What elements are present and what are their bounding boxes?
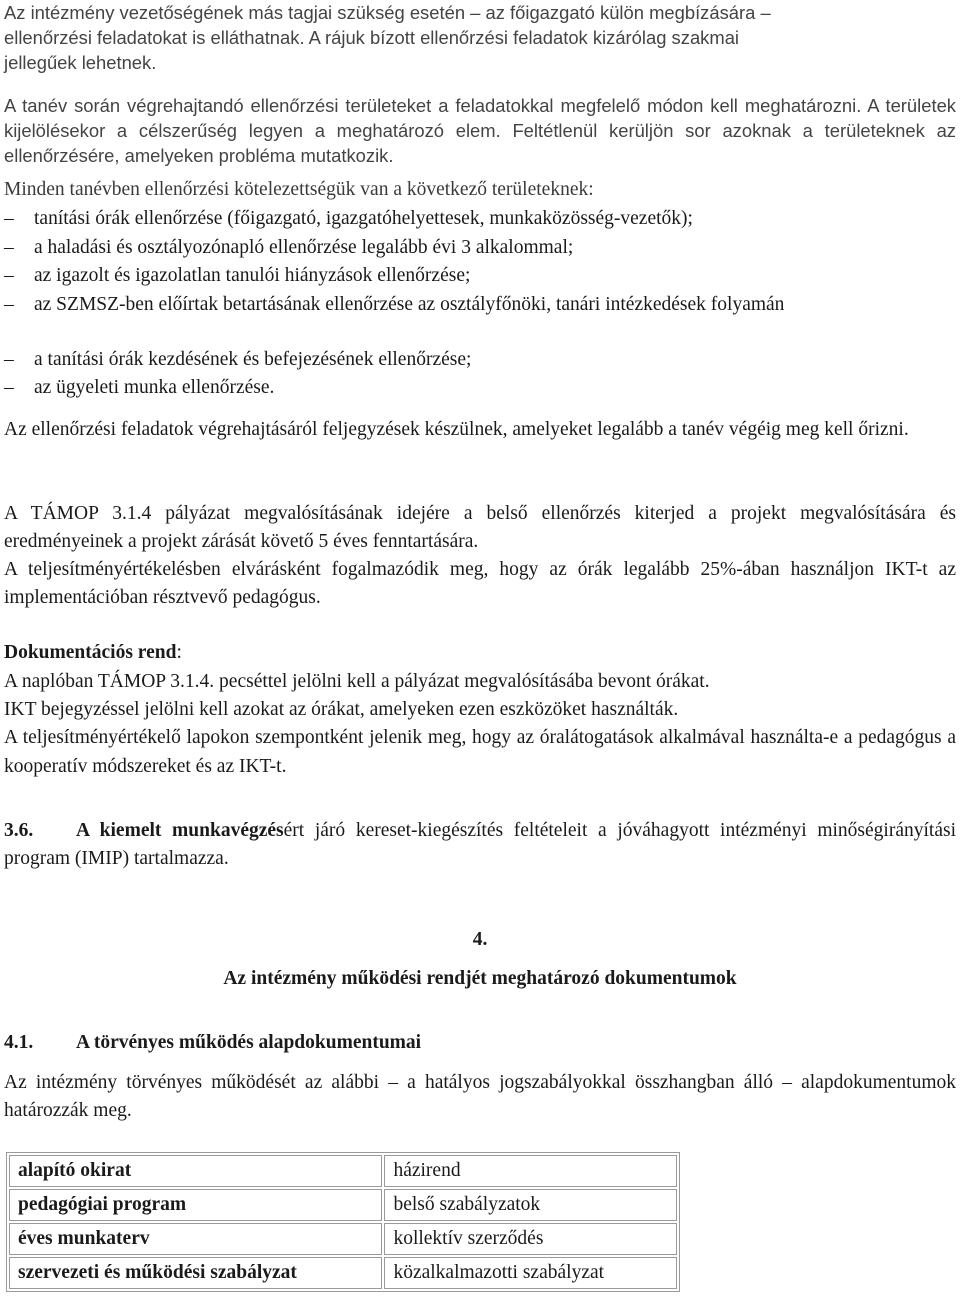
section-bold-text: A kiemelt munkavégzés (76, 820, 284, 841)
table-row (9, 1155, 677, 1187)
table-row (9, 1189, 677, 1221)
list-item-text: az SZMSZ-ben előírtak betartásának ellenőrzése az osztályfőnöki, tanári intézkedések folyamán (34, 294, 785, 315)
basic-documents-table (6, 1152, 680, 1292)
paragraph-tamop-control: A TÁMOP 3.1.4 pályázat megvalósításának idejére a belső ellenőrzés kiterjed a projekt megvalósítására és eredményeinek a projekt zárását követő 5 éves fenntartására. (4, 503, 956, 552)
documentation-heading-text: Dokumentációs rend (4, 642, 177, 663)
dash-bullet: – (4, 294, 14, 315)
table-cell: házirend (384, 1155, 677, 1187)
table-row (9, 1257, 677, 1289)
section-4-1-heading (4, 1030, 956, 1055)
list-item (4, 235, 956, 260)
section-number: 3.6. (4, 820, 34, 841)
list-intro: Minden tanévben ellenőrzési kötelezettségük van a következő területeknek: (4, 179, 594, 200)
list-item-text: a haladási és osztályozónapló ellenőrzése legalább évi 3 alkalommal; (34, 237, 574, 258)
dash-bullet: – (4, 208, 14, 229)
list-item (4, 347, 956, 372)
list-item (4, 263, 956, 288)
list-item (4, 375, 956, 400)
table-cell: éves munkaterv (9, 1223, 382, 1255)
list-item-text: a tanítási órák kezdésének és befejezésének ellenőrzése; (34, 349, 472, 370)
chapter-title: Az intézmény működési rendjét meghatározó dokumentumok (223, 968, 737, 989)
table-cell: pedagógiai program (9, 1189, 382, 1221)
list-item (4, 206, 956, 231)
table-cell: közalkalmazotti szabályzat (384, 1257, 677, 1289)
section-title: A törvényes működés alapdokumentumai (76, 1032, 422, 1053)
dash-bullet: – (4, 349, 14, 370)
dash-bullet: – (4, 265, 14, 286)
paragraph-areas: A tanév során végrehajtandó ellenőrzési területeket a feladatokkal megfelelő módon kell meghatározni. A területek kijelölésekor a célszerűség legyen a meghatározó elem. Feltétlenül kerüljön sor azoknak a területeknek az ellenőrzésére, amelyeken probléma mutatkozik. (4, 95, 956, 166)
dash-bullet: – (4, 237, 14, 258)
list-item-text: tanítási órák ellenőrzése (főigazgató, igazgatóhelyettesek, munkaközösség-vezetők); (34, 208, 693, 229)
documentation-heading-colon: : (176, 642, 182, 663)
section-3-6 (4, 817, 956, 873)
section-text: ért járó kereset-kiegészítés feltételeit a jóváhagyott intézményi minőségirányítási program (IMIP) tartalmazza. (4, 820, 956, 869)
documentation-line: A teljesítményértékelő lapokon szempontként jelenik meg, hogy az óralátogatások alkalmával használta-e a pedagógus a kooperatív módszereket és az IKT-t. (4, 727, 956, 777)
list-item-text: az ügyeleti munka ellenőrzése. (34, 377, 275, 398)
paragraph-line: jellegűek lehetnek. (4, 52, 157, 73)
paragraph-records: Az ellenőrzési feladatok végrehajtásáról feljegyzések készülnek, amelyeket legalább a tanév végéig meg kell őrizni. (4, 419, 909, 440)
documentation-line: A naplóban TÁMOP 3.1.4. pecséttel jelölni kell a pályázat megvalósításába bevont órákat. (4, 671, 710, 692)
list-item (4, 291, 956, 318)
chapter-number: 4. (472, 929, 488, 950)
table-cell: kollektív szerződés (384, 1223, 677, 1255)
section-number: 4.1. (4, 1032, 34, 1053)
table-cell: alapító okirat (9, 1155, 382, 1187)
dash-bullet: – (4, 377, 14, 398)
documentation-line: IKT bejegyzéssel jelölni kell azokat az órákat, amelyeken ezen eszközöket használták. (4, 699, 679, 720)
list-item-text: az igazolt és igazolatlan tanulói hiányzások ellenőrzése; (34, 265, 471, 286)
table-cell: szervezeti és működési szabályzat (9, 1257, 382, 1289)
paragraph-line: Az intézmény vezetőségének más tagjai szükség esetén – az főigazgató külön megbízására – (4, 2, 771, 23)
table-cell: belső szabályzatok (384, 1189, 677, 1221)
paragraph-ikt-usage: A teljesítményértékelésben elvárásként fogalmazódik meg, hogy az órák legalább 25%-ában használjon IKT-t az implementációban résztvevő pedagógus. (4, 559, 956, 608)
documentation-heading (4, 640, 956, 665)
table-row (9, 1223, 677, 1255)
paragraph-basic-documents: Az intézmény törvényes működését az alábbi – a hatályos jogszabályokkal összhangban álló – alapdokumentumok határozzák meg. (4, 1072, 956, 1121)
paragraph-line: ellenőrzési feladatokat is elláthatnak. A rájuk bízott ellenőrzési feladatok kizárólag szakmai (4, 27, 740, 48)
